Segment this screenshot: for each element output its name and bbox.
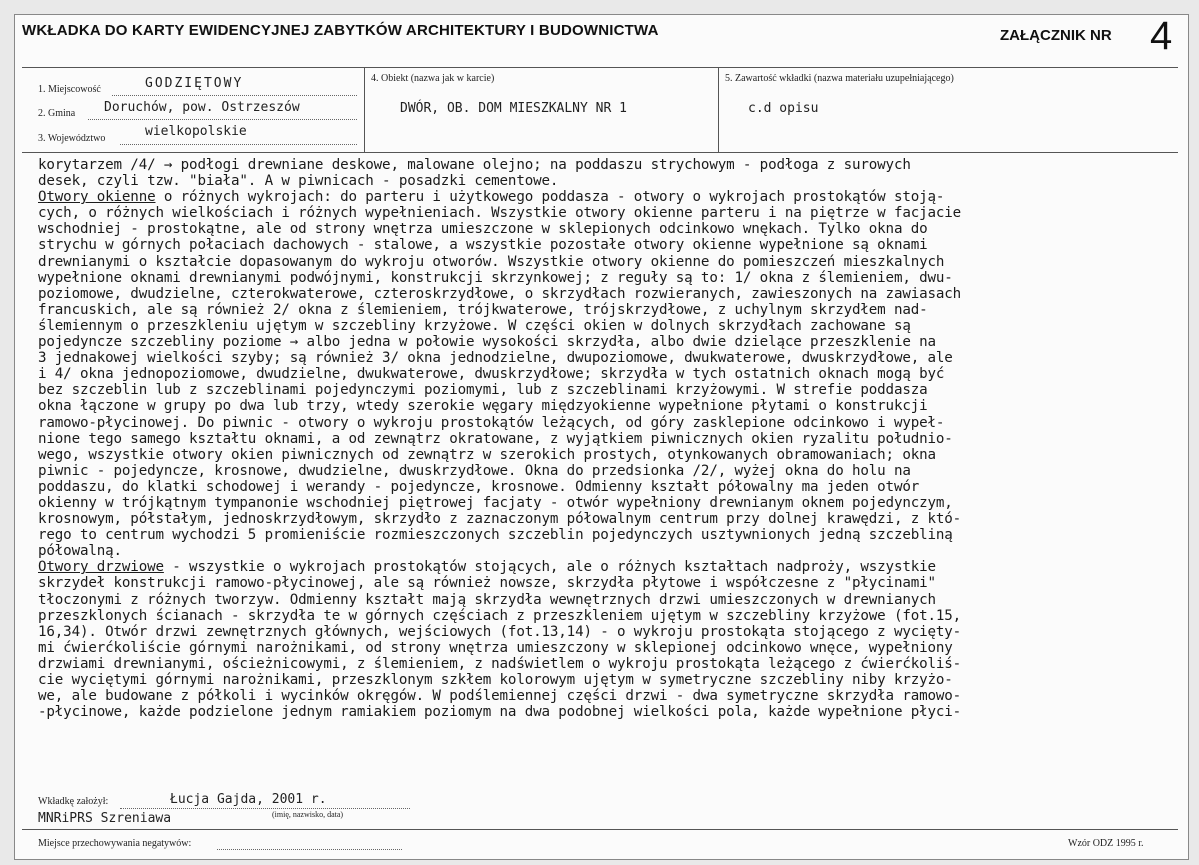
text-line: bez szczeblin lub z szczeblinami pojedynczymi poziomymi, lub z szczeblinami krzyżowymi. W strefie poddasza bbox=[38, 382, 928, 399]
text-line: przeszklonych ścianach - skrzydła te w górnych częściach z przeszkleniem ujętym w szczebliny krzyżowe (fot.15, bbox=[38, 607, 962, 624]
text-line: pojedyncze szczebliny poziome → albo jedna w połowie wysokości skrzydła, albo dwie dzielące przeszklenie na bbox=[38, 334, 936, 351]
voivodeship-label: 3. Województwo bbox=[38, 133, 106, 144]
text-line: poziomowe, dwudzielne, czterokwaterowe, czteroskrzydłowe, o skrzydłach rozwieranych, zawieszonych na zawiasach bbox=[38, 285, 962, 302]
text-line: wschodniej - prostokątne, ale od strony wnętrza umieszczone w sklepionych odcinkowo wnękach. Tylko okna do bbox=[38, 221, 928, 238]
text-line: ramowo-płycinowej. Do piwnic - otwory o wykroju prostokątów leżących, od góry zasklepione odcinkowo i wypeł- bbox=[38, 414, 945, 431]
description-text bbox=[38, 157, 1166, 720]
section-heading-windows: Otwory okienne bbox=[38, 189, 156, 206]
text-line: okna łączone w grupy po dwa lub trzy, wtedy szerokie węgary międzyokienne wypełnione płytami o konstrukcji bbox=[38, 398, 928, 415]
storage-dots bbox=[217, 848, 402, 850]
text-line: mi ćwierćkoliście górnymi narożnikami, od strony wnętrza umieszczony w sklepionej odcinkowo wnęce, wypełniony bbox=[38, 639, 953, 656]
text-line: 16,34). Otwór drzwi zewnętrznych głównych, wejściowych (fot.13,14) - o wykroju prostokąta stojącego z wycięty- bbox=[38, 623, 962, 640]
text-line: rego to centrum wychodzi 5 promieniście rozmieszczonych szczeblin pojedynczych usztywnionych jedną szczebliną bbox=[38, 527, 953, 544]
text-line: korytarzem /4/ → podłogi drewniane deskowe, malowane olejno; na poddaszu strychowym - podłoga z surowych bbox=[38, 157, 911, 173]
text-line: piwnic - pojedyncze, krosnowe, dwudzielne, dwuskrzydłowe. Okna do przedsionka /2/, wyżej okna do holu na bbox=[38, 462, 911, 479]
text-line: wypełnione oknami drewnianymi podwójnymi, konstrukcji skrzynkowej; z reguły są to: 1/ okna z ślemieniem, dwu- bbox=[38, 269, 953, 286]
text-line: cie wyciętymi górnymi narożnikami, przeszklonym szkłem kolorowym ujętym w symetryczne szczebliny niby krzyżo- bbox=[38, 672, 953, 688]
text-line: cych, o różnych wielkościach i różnych wypełnieniach. Wszystkie otwory okienne parteru i na piętrze w facjacie bbox=[38, 205, 962, 222]
text-line: -płycinowe, każde podzielone jednym ramiakiem poziomym na dwa podobnej wielkości pola, każde wypełnione płyci- bbox=[38, 704, 962, 721]
author-label: Wkładkę założył: bbox=[38, 796, 109, 807]
commune-dots bbox=[88, 118, 357, 120]
text-line: poddaszu, do klatki schodowej i werandy - pojedyncze, krosnowe. Odmienny kształt półowalny ma jeden otwór bbox=[38, 478, 920, 495]
voivodeship-value: wielkopolskie bbox=[145, 124, 247, 139]
attachment-label: ZAŁĄCZNIK NR bbox=[1000, 27, 1112, 44]
text-line-heading-doors bbox=[38, 559, 1166, 575]
text-line: ślemiennym o przeszkleniu ujętym w szczebliny krzyżowe. W części okien w dolnych skrzydłach zachowane są bbox=[38, 317, 911, 334]
form-code: Wzór ODZ 1995 r. bbox=[1068, 838, 1144, 849]
commune-value: Doruchów, pow. Ostrzeszów bbox=[104, 100, 300, 115]
text-line: 3 jednakowej wielkości szyby; są również 3/ okna jednodzielne, dwupoziomowe, dwukwaterowe, dwuskrzydłowe, ale bbox=[38, 350, 953, 367]
text-line: skrzydeł konstrukcji ramowo-płycinowej, ale są również nowsze, skrzydła płytowe i współczesne z "płycinami" bbox=[38, 575, 936, 592]
text-line-heading-windows bbox=[38, 189, 1166, 205]
text-line: półowalną. bbox=[38, 543, 122, 560]
document-title: WKŁADKA DO KARTY EWIDENCYJNEJ ZABYTKÓW ARCHITEKTURY I BUDOWNICTWA bbox=[22, 22, 659, 39]
field-divider bbox=[718, 67, 719, 153]
object-value: DWÓR, OB. DOM MIESZKALNY NR 1 bbox=[400, 101, 627, 116]
text-span: - wszystkie o wykrojach prostokątów stojących, ale o różnych kształtach nadproży, wszystkie bbox=[163, 559, 936, 576]
content-value: c.d opisu bbox=[748, 101, 819, 116]
field-divider bbox=[364, 67, 365, 153]
footer-divider bbox=[22, 829, 1178, 830]
author-value: Łucja Gajda, 2001 r. bbox=[170, 792, 327, 807]
author-dots bbox=[120, 807, 410, 809]
text-line: strychu w górnych połaciach dachowych - stalowe, a wszystkie pozostałe otwory okienne wypełnione są oknami bbox=[38, 237, 928, 254]
text-line: okienny w trójkątnym tympanonie wschodniej piętrowej facjaty - otwór wypełniony drewnianym oknem pojedynczym, bbox=[38, 494, 953, 511]
commune-label: 2. Gmina bbox=[38, 108, 76, 119]
author-sublabel: (imię, nazwisko, data) bbox=[272, 810, 344, 819]
locality-dots bbox=[112, 94, 357, 96]
locality-value: GODZIĘTOWY bbox=[145, 76, 244, 91]
content-label: 5. Zawartość wkładki (nazwa materiału uzupełniającego) bbox=[725, 73, 954, 84]
voivodeship-dots bbox=[120, 143, 357, 145]
text-line: wego, wszystkie otwory okien piwnicznych od zewnątrz w szerokich prostych, otynkowanych obramowaniach; okna bbox=[38, 446, 936, 463]
text-line: drzwiami drewnianymi, ościeżnicowymi, z ślemieniem, z nadświetlem o wykroju prostokąta leżącego z ćwierćkoliś- bbox=[38, 655, 962, 672]
object-label: 4. Obiekt (nazwa jak w karcie) bbox=[371, 73, 495, 84]
text-line: francuskich, ale są również 2/ okna z ślemieniem, trójkwaterowe, trójskrzydłowe, z uchylnym skrzydłem nad- bbox=[38, 301, 928, 318]
institution: MNRiPRS Szreniawa bbox=[38, 811, 172, 826]
text-line: tłoczonymi z różnych tworzyw. Odmienny kształt mają skrzydła wewnętrznych drzwi umieszczonych w drewnianych bbox=[38, 591, 936, 608]
locality-label: 1. Miejscowość bbox=[38, 84, 101, 95]
text-line: desek, czyli tzw. "biała". A w piwnicach - posadzki cementowe. bbox=[38, 173, 559, 190]
text-line: nione tego samego kształtu oknami, a od zewnątrz okratowane, z wyjątkiem piwnicznych okien ryzalitu południo- bbox=[38, 430, 953, 447]
section-heading-doors: Otwory drzwiowe bbox=[38, 559, 164, 576]
storage-label: Miejsce przechowywania negatywów: bbox=[38, 838, 192, 849]
text-line: krosnowym, półstałym, jednoskrzydłowym, skrzydło z zaznaczonym półowalnym centrum przy dolnej krawędzi, z któ- bbox=[38, 511, 962, 528]
text-span: o różnych wykrojach: do parteru i użytkowego poddasza - otwory o wykrojach prostokątów stoją- bbox=[155, 189, 945, 206]
text-line: we, ale budowane z półkoli i wycinków okręgów. W podślemiennej części drzwi - dwa symetryczne skrzydła ramowo- bbox=[38, 688, 962, 705]
attachment-number: 4 bbox=[1150, 14, 1173, 58]
text-line: i 4/ okna jednopoziomowe, dwudzielne, dwukwaterowe, dwuskrzydłowe; skrzydła w tych ostatnich oknach mogą być bbox=[38, 366, 945, 383]
text-line: drewnianymi o kształcie dopasowanym do wykroju otworów. Wszystkie otwory okienne do pomieszczeń mieszkalnych bbox=[38, 253, 945, 270]
